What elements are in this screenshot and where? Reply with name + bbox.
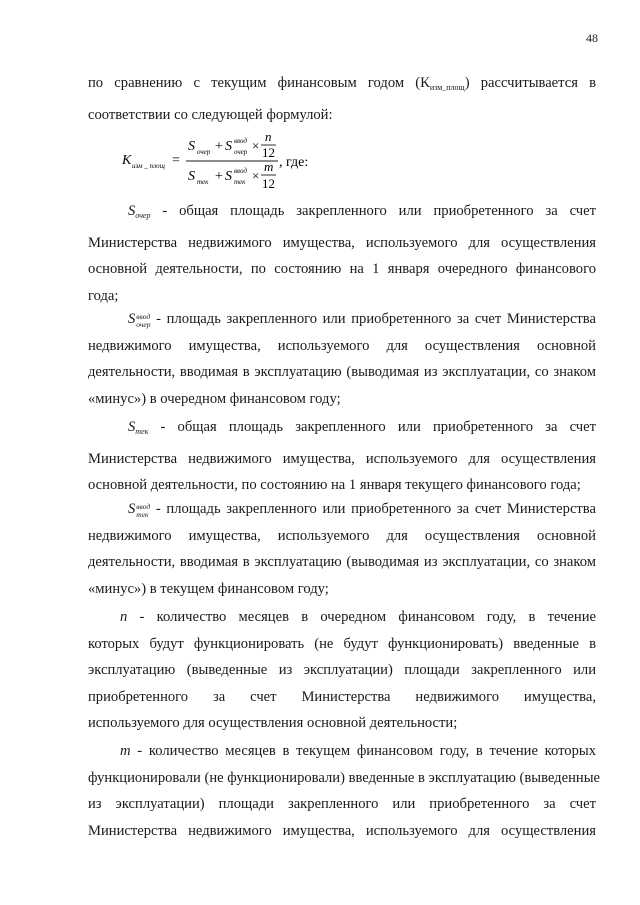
definition-line: Министерства недвижимого имущества, используемого для осуществления bbox=[88, 822, 596, 839]
symbol-subscript: тек bbox=[135, 427, 149, 436]
formula-svg bbox=[120, 130, 360, 194]
formula-equals: = bbox=[172, 153, 180, 168]
formula-lhs-subscript: изм _ площ bbox=[132, 162, 165, 170]
intro-line-1-text: по сравнению с текущим финансовым годом (К bbox=[88, 75, 430, 91]
formula-den-s1: S bbox=[188, 169, 195, 184]
formula-den-plus: + bbox=[215, 169, 223, 184]
formula-num-s2-sup: ввод bbox=[234, 137, 247, 145]
definition-s-ocher bbox=[88, 198, 596, 309]
formula-lhs-letter: K bbox=[122, 153, 132, 168]
definition-line: основной деятельности, по состоянию на 1 января очередного финансового bbox=[88, 261, 596, 277]
formula-den-s2-sub: тек bbox=[234, 178, 246, 186]
definition-line: недвижимого имущества, используемого для осуществления основной bbox=[88, 337, 596, 354]
definition-line: деятельности, вводимая в эксплуатацию (выводимая из эксплуатации, со знаком bbox=[88, 554, 596, 570]
formula-num-s1-sub: очер bbox=[197, 148, 211, 156]
definition-m bbox=[88, 738, 600, 844]
definition-s-tek bbox=[88, 414, 596, 499]
definition-line: используемого для осуществления основной деятельности; bbox=[88, 715, 458, 731]
definition-line: из эксплуатации) площади закрепленного или приобретенного за счет bbox=[88, 796, 596, 812]
definition-n bbox=[88, 604, 596, 737]
intro-line-1-end: ) рассчитывается в bbox=[464, 75, 596, 91]
definition-line: «минус») в очередном финансовом году; bbox=[88, 390, 341, 407]
symbol-subscript: очер bbox=[135, 211, 151, 220]
symbol-sup-sub bbox=[136, 503, 150, 519]
symbol-sup-sub bbox=[136, 313, 150, 329]
symbol-letter: S bbox=[128, 501, 136, 517]
definition-line: основной деятельности, по состоянию на 1 января текущего финансового года; bbox=[88, 477, 581, 493]
definition-line: «минус») в текущем финансовом году; bbox=[88, 580, 329, 597]
definition-text: - площадь закрепленного или приобретенного за счет Министерства bbox=[150, 501, 596, 517]
definition-line bbox=[88, 414, 596, 446]
definition-line: приобретенного за счет Министерства недвижимого имущества, bbox=[88, 688, 596, 705]
definition-line bbox=[88, 306, 596, 333]
symbol-letter: m bbox=[120, 743, 131, 759]
intro-line-2: соответствии со следующей формулой: bbox=[88, 106, 333, 123]
formula-num-s2: S bbox=[225, 139, 232, 154]
definition-text: - площадь закрепленного или приобретенного за счет Министерства bbox=[150, 311, 596, 327]
formula-den-frac-top: m bbox=[264, 159, 274, 174]
formula-num-frac-top: n bbox=[265, 130, 272, 144]
definition-text: - количество месяцев в текущем финансовом году, в течение которых bbox=[130, 743, 596, 759]
formula-num-s1: S bbox=[188, 139, 195, 154]
symbol-superscript: ввод bbox=[136, 312, 151, 321]
formula-den-s2: S bbox=[225, 169, 232, 184]
intro-line-1 bbox=[88, 70, 596, 102]
formula-den-s2-sup: ввод bbox=[234, 167, 247, 175]
definition-line bbox=[88, 198, 596, 230]
definition-line bbox=[88, 738, 596, 765]
symbol-letter: S bbox=[128, 203, 136, 219]
definition-line: недвижимого имущества, используемого для осуществления основной bbox=[88, 527, 596, 544]
definition-line bbox=[88, 604, 596, 631]
symbol-superscript: ввод bbox=[136, 502, 151, 511]
formula-den-frac-bottom: 12 bbox=[262, 176, 275, 191]
symbol-subscript: тек bbox=[136, 510, 149, 519]
definition-s-vvod-tek bbox=[88, 496, 596, 602]
symbol-letter: n bbox=[120, 609, 128, 625]
definition-line: Министерства недвижимого имущества, используемого для осуществления bbox=[88, 450, 596, 467]
definition-line: деятельности, вводимая в эксплуатацию (выводимая из эксплуатации, со знаком bbox=[88, 364, 596, 380]
definition-line: года; bbox=[88, 287, 119, 304]
symbol-letter: S bbox=[128, 311, 136, 327]
intro-line-1-subscript: изм_площ bbox=[429, 83, 465, 92]
formula-num-frac-bottom: 12 bbox=[262, 145, 275, 160]
formula-num-plus: + bbox=[215, 139, 223, 154]
definition-s-vvod-ocher bbox=[88, 306, 596, 412]
symbol-subscript: очер bbox=[136, 320, 151, 329]
formula-tail: , где: bbox=[279, 155, 309, 170]
formula-num-times: × bbox=[252, 138, 260, 153]
area-change-formula bbox=[120, 130, 360, 199]
definition-line: эксплуатацию (выведенные из эксплуатации) площади закрепленного или bbox=[88, 662, 596, 678]
definition-line: Министерства недвижимого имущества, используемого для осуществления bbox=[88, 234, 596, 251]
definition-text: - общая площадь закрепленного или приобретенного за счет bbox=[148, 419, 596, 435]
definition-line bbox=[88, 496, 596, 523]
definition-line: функционировали (не функционировали) введенные в эксплуатацию (выведенные bbox=[88, 769, 600, 786]
symbol-letter: S bbox=[128, 419, 136, 435]
formula-num-s2-sub: очер bbox=[234, 148, 248, 156]
page-number: 48 bbox=[586, 31, 598, 45]
formula-den-s1-sub: тек bbox=[197, 178, 209, 186]
definition-text: - количество месяцев в очередном финансовом году, в течение bbox=[127, 609, 596, 625]
intro-paragraph bbox=[88, 70, 596, 128]
definition-line: которых будут функционировать (не будут функционировать) введенные в bbox=[88, 635, 596, 652]
definition-text: - общая площадь закрепленного или приобретенного за счет bbox=[150, 203, 596, 219]
formula-den-times: × bbox=[252, 168, 260, 183]
